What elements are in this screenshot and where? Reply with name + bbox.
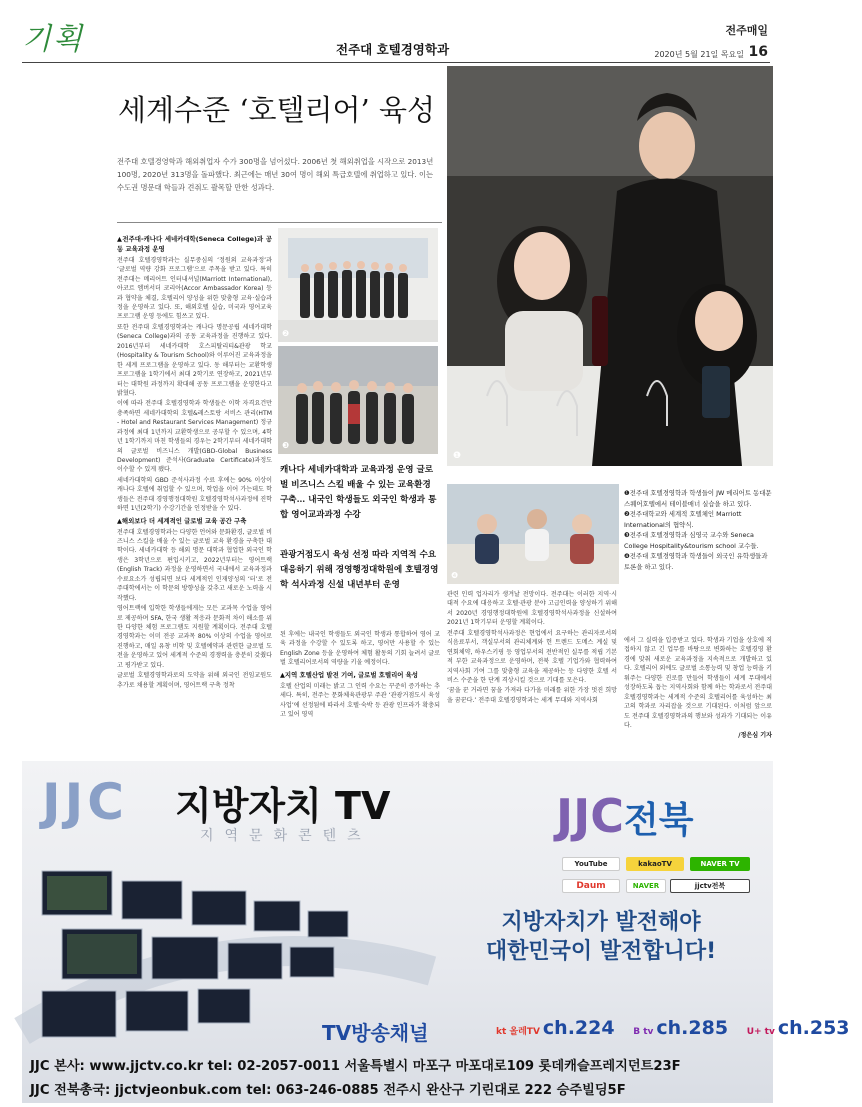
ad-subtitle: 지역문화콘텐츠 (200, 828, 372, 844)
platform-logos (562, 857, 772, 901)
photo-number-1: ❶ (453, 451, 462, 461)
section-tag: 기획 (22, 22, 84, 57)
caption-1: ❶전주대 호텔경영학과 학생들이 JW 메리어트 동대문스퀘어호텔에서 테이블매너 실습을 하고 있다. (624, 489, 772, 508)
photo-student-discussion (447, 484, 619, 584)
article-lead: 전주대 호텔경영학과 해외취업자 수가 300명을 넘어섰다. 2006년 첫 해외취업을 시작으로 2013년 100명, 2020년 313명을 돌파했다. 최근에는 매년 30여 명이 해외 특급호텔에 취업하고 있다. 이는 수도권 명문대 학들과 견줘도 괄목할 만한 성과다. (117, 157, 434, 192)
column-1 (117, 232, 272, 747)
uplus-tv-logo: U+ tv (746, 1027, 775, 1037)
btv-logo: B tv (633, 1027, 654, 1037)
caption-2: ❷전주대학교와 세계적 호텔체인 Marriott International의 협약식. (624, 510, 742, 529)
ad-title: 지방자치 TV (175, 784, 391, 828)
photo-number-4: ❹ (451, 571, 459, 580)
channel-btv: ch.285 (656, 1017, 729, 1039)
paper-name: 전주매일 (725, 24, 768, 37)
byline: /정은심 기자 (738, 732, 772, 740)
jjctv-jeonbuk-logo: jjctv전북 (670, 879, 750, 893)
paragraph: 전주대 호텔경영학석사과정은 현업에서 요구하는 관리자로서의 식음료부서, 객실부서의 관리체계와 헌 트렌드 도메스 계실 및 연회체약, 하우스키핑 등 영업부서의 전반적인 실무를 적립 기본적 부한 교육과정으로 운영하며, 전북 호텔 기업가와 협력하여 지역사회 기여 그를 맞춤형 교육을 제공하는 등 다양한 호텔 서비스 수준을 한 단계 격상시킬 것으로 기대를 모은다. (447, 629, 617, 684)
subheading-seneca: ▲전주대-캐나다 세네카대학(Seneca College)과 공동 교육과정 운영 (117, 235, 272, 253)
pull-quote-2: 관광거점도시 육성 선정 따라 지역적 수요 대응하기 위해 경영행정대학원에 호텔경영학 석사과정 신설 내년부터 운영 (280, 550, 439, 591)
kakaotv-logo: kakaoTV (626, 857, 684, 871)
navertv-logo: NAVER TV (690, 857, 750, 871)
photo-seneca-professors (278, 346, 438, 454)
ad-slogan (436, 909, 766, 966)
ad-slogan-line2: 대한민국이 발전합니다! (485, 938, 717, 964)
header-rule (22, 62, 770, 63)
paragraph: 이에 따라 전주대 호텔경영학과 학생들은 이학 자격요건만 충족하면 세네카대학의 호텔&레스토랑 서비스 관리(HTM - Hotel and Restaurant Services Management) 정규과정에 최대 1년까지 교환학생으로 공부할 수 있으며, 4학년 1학기까지 마친 학생들의 경우는 2학기부터 세네카대학의 글로벌 비즈니스 개발(GBD-Global Business Development) 준석사(Graduate Certificate)과정도 이수할 수 있게 됐다. (117, 400, 272, 474)
paragraph: 된 후에는 내국인 학생들도 외국인 학생과 통합하여 영어 교육 과정을 수강할 수 있도록 하고, 영어만 사용할 수 있는 English Zone 등을 운영하여 체험 활동의 기회 늘려서 글로벌 호텔리어로서의 역량을 키울 예정이다. (280, 631, 440, 667)
photo-number-2: ❷ (282, 329, 290, 338)
paragraph: 전주대 호텔경영학과는 실무중심의 ‘정원외 교육과정’과 ‘글로벌 역량 강화 프로그램’으로 주목을 받고 있다. 특히 전주대는 메리어트 인터내셔널(Marriott International), 아코르 엠버서더 코리아(Accor Ambassador Korea) 등과 협약을 체결, 호텔리어 양성을 위한 맞춤형 교육·실습과정을 운영하고 있다. 또, 해외호텔 실습, 미국과 영어교육 프로그램 운영 등에도 힘쓰고 있다. (117, 256, 272, 321)
ad-address-jeonbuk: JJC 전북총국: jjctvjeonbuk.com tel: 063-246-0885 전주시 완산구 기린대로 222 승주빌딩5F (30, 1083, 626, 1098)
column-4 (624, 636, 772, 747)
ad-slogan-line1: 지방자치가 발전해야 (501, 910, 701, 935)
column-2 (280, 630, 440, 747)
jjc-word: JJC (556, 789, 624, 843)
paragraph: ‘꿈을 꾼 거라면 꿈을 가져라 다가올 미래를 위한 가장 멋진 희망을 꿈꾼다.’ 전주대 호텔경영학과는 세계 무대와 지역사회 (447, 687, 617, 704)
column-3 (447, 590, 617, 747)
photo-number-3: ❸ (282, 441, 290, 450)
article-headline: 세계수준 ‘호텔리어’ 육성 (118, 93, 436, 127)
paragraph: 글로벌 호텔경영학과로의 도약을 위해 외국인 전임교원도 추가로 채용할 계획이며, 영어트랙 구축 정착 (117, 672, 272, 689)
caption-3: ❸전주대 호텔경영학과 심영국 교수와 Seneca College Hospitality&tourism school 교수들. (624, 531, 759, 550)
paragraph: 또한 전주대 호텔경영학과는 캐나다 명문공립 세네카대학(Seneca College)과의 공동 교육과정을 진행하고 있다. 2016년부터 세네카대학 호스피탈리티&관광 학교(Hospitality & Tourism School)와 이루어진 교육과정을 한 세계 프로그램을 운영하고 있다. 동 해부터는 교환학생 프로그램을 1학기에서 최대 2학기로 연장하고, 2021년부터는 대학원 과정까지 확대해 공동 프로그램을 운영한다고 밝혔다. (117, 323, 272, 397)
ad-address-hq: JJC 본사: www.jjctv.co.kr tel: 02-2057-0011 서울특별시 마포구 마포대로109 롯데캐슬프레지던트23F (30, 1059, 681, 1074)
photo-captions (624, 488, 772, 573)
ad-channel-list (496, 1017, 862, 1039)
ad-jjc-logo-right (556, 789, 694, 843)
jjc-region: 전북 (624, 800, 694, 841)
lead-divider (117, 222, 442, 223)
paragraph: 세네카대학의 GBD 준석사과정 수료 후에는 90% 이상이 캐나다 호텔에 취업할 수 있으며, 학업을 이어 가는데도 학생들은 전주대 경영행정대학원 호텔경영학석사과정에 진학하면 1년(2학기) 수강기간을 인정받을 수 있다. (117, 476, 272, 513)
subheading-global-space: ▲해외보다 더 세계적인 글로벌 교육 공간 구축 (117, 516, 247, 525)
section-title: 전주대 호텔경영학과 (336, 42, 450, 57)
subheading-local-industry: ▲지역 호텔산업 발전 기여, 글로벌 호텔리어 육성 (280, 670, 418, 679)
photo-marriott-agreement (278, 228, 438, 342)
youtube-logo: YouTube (562, 857, 620, 871)
ad-tv-channel-label: TV방송채널 (322, 1021, 429, 1045)
issue-date: 2020년 5월 21일 목요일 (654, 50, 744, 59)
paragraph: 호텔 산업의 미래는 밝고 그 인력 수요는 꾸준히 증가하는 추세다. 특히, 전주는 문화체육관광부 주관 ‘관광거점도시 육성 사업’에 선정됨에 따라서 호텔·숙박 등 관광 인프라가 확충되고 있어 영역 (280, 682, 440, 718)
ad-jjc-logo-left: JJC (42, 773, 128, 831)
paragraph: 영어트랙에 입학한 학생들에게는 모든 교과목 수업을 영어로 제공하며 SFA, 한국 생활 적응과 문화적 차이 해소를 위한 다양한 체험 프로그램도 지원할 계획이다. 전주대 호텔경영학과는 이미 전공 교과목 80% 이상의 수업을 영어로 진행하고, 매일 유창 비학 및 호텔예약과 관련한 글로벌 도전을 운영하고 있어 세계적 수준의 경쟁력을 충분히 갖췄다고 평가받고 있다. (117, 605, 272, 669)
paragraph: 전주대 호텔경영학과는 다양한 언어와 문화환경, 글로벌 비즈니스 스킬을 배울 수 있는 글로벌 교육 환경을 구축한 대학이다. 세네카대학 등 해외 명문 대학과 협업한 외국인 학생은 3학년으로 편입시키고, 2022년부터는 영어트랙(English Track) 과정을 운영하면서 국내에서 교육과정과 수료요소가 성립되면 보다 세계적인 인재양성의 ‘터’로 전주대학에서는 이 학문의 방향성을 갖추고 새로운 노력을 시작했다. (117, 528, 272, 602)
paragraph: 관련 인력 업자리가 생겨날 전망이다. 전주대는 이러한 지역·시대적 수요에 대응하고 호텔·관광 분야 고급인력을 양성하기 위해서 2020년 경영행정대학원에 호텔경영학석사과정을 신설하여 2021년 1학기부터 운영할 계획이다. (447, 591, 617, 627)
photo-table-manner-practice (447, 66, 773, 466)
kt-olleh-logo: kt 올레TV (496, 1027, 540, 1037)
paragraph: 에서 그 실력을 입증받고 있다. 학생과 기업을 상호에 직접하지 않고 긴 업무를 바탕으로 변화하는 호텔경영 환경에 맞춰 새로운 교육과정을 지속적으로 개발하고 있다. 호텔리어 외에도 글로벌 소통능력 및 창업 능력을 키워주는 다양한 진로를 만들어 학생들이 세계 무대에서 성장하도록 돕는 지역사회와 함께 하는 학과로서 전주대 호텔경영학과는 세계적 수준의 호텔리어를 육성하는 최고의 학과로 자리잡을 것으로 기대된다. 이처럼 앞으로도 전주대 호텔경영학과의 행보와 성과가 기대되는 이유다. (624, 637, 772, 729)
advertisement-jjc (22, 761, 850, 1103)
channel-uplus: ch.253 (777, 1017, 850, 1039)
page-number: 16 (748, 44, 768, 60)
caption-4: ❹전주대 호텔경영학과 학생들이 외국인 유학생들과 토론을 하고 있다. (624, 552, 768, 571)
channel-kt: ch.224 (542, 1017, 615, 1039)
naver-logo: NAVER (626, 879, 666, 893)
pull-quote-1: 캐나다 세네카대학과 교육과정 운영 글로벌 비즈니스 스킬 배울 수 있는 교육환경 구축… 내국인 학생들도 외국인 학생과 통합 영어교과과정 수강 (280, 465, 437, 521)
daum-logo: Daum (562, 879, 620, 893)
